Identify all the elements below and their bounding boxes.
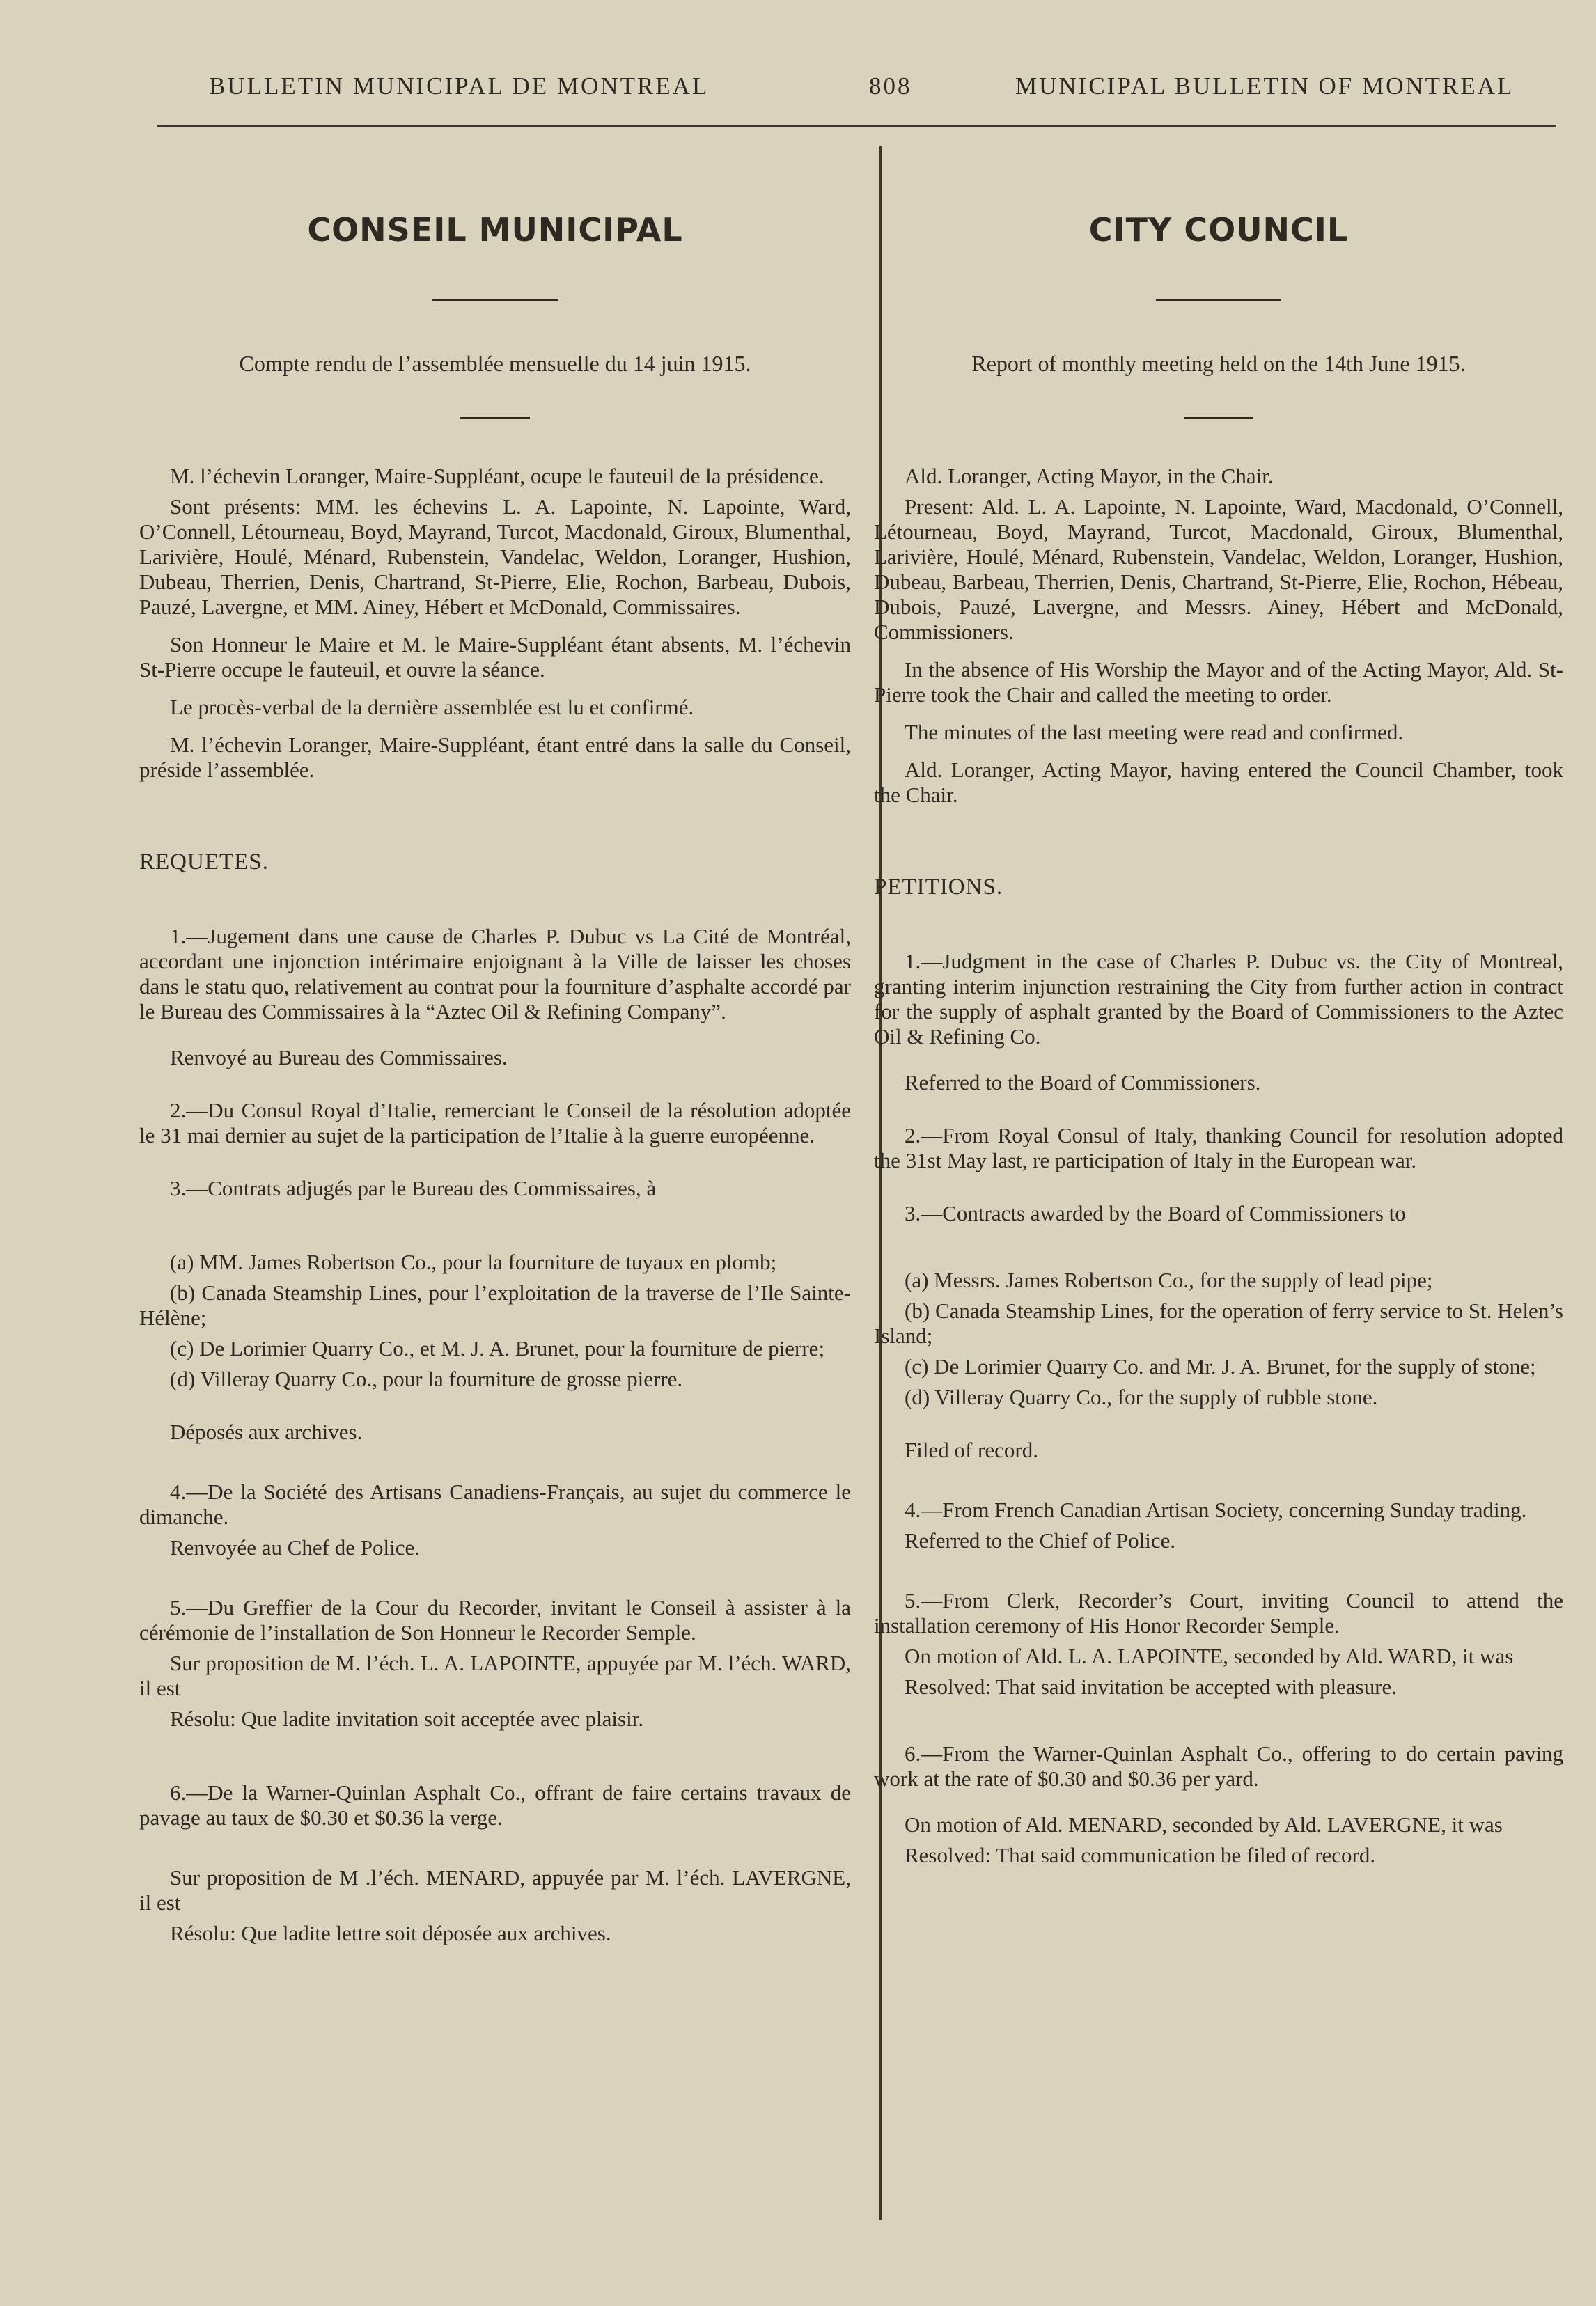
french-item-3: 3.—Contrats adjugés par le Bureau des Commissaires, à bbox=[170, 1176, 657, 1200]
english-report-line: Report of monthly meeting held on the 14th June 1915. bbox=[971, 351, 1466, 376]
english-column bbox=[874, 202, 1563, 1868]
french-item-3a: (a) MM. James Robertson Co., pour la fourniture de tuyaux en plomb; bbox=[170, 1250, 777, 1274]
english-item-2: 2.—From Royal Consul of Italy, thanking Council for resolution adopted the 31st May last, re participation of Italy in the European war. bbox=[874, 1123, 1563, 1172]
french-item-4-action: Renvoyée au Chef de Police. bbox=[170, 1535, 420, 1560]
english-absent-paragraph: In the absence of His Worship the Mayor and of the Acting Mayor, Ald. St-Pierre took the Chair and called the meeting to order. bbox=[874, 657, 1563, 707]
french-item-5-motion: Sur proposition de M. l’éch. L. A. LAPOINTE, appuyée par M. l’éch. WARD, il est bbox=[139, 1651, 851, 1700]
french-item-2: 2.—Du Consul Royal d’Italie, remerciant le Conseil de la résolution adoptée le 31 mai dernier au sujet de la participation de l’Italie à la guerre européenne. bbox=[139, 1098, 851, 1147]
french-item-1: 1.—Jugement dans une cause de Charles P. Dubuc vs La Cité de Montréal, accordant une injonction intérimaire enjoignant à la Ville de laisser les choses dans le statu quo, relativement au contrat pour la fourniture d’asphalte accordé par le Bureau des Commissaires à la “Aztec Oil & Refining Company”. bbox=[139, 924, 851, 1023]
english-item-6-resolved: Resolved: That said communication be filed of record. bbox=[905, 1843, 1376, 1867]
french-absent-paragraph: Son Honneur le Maire et M. le Maire-Suppléant étant absents, M. l’échevin St-Pierre occupe le fauteuil, et ouvre la séance. bbox=[139, 632, 851, 682]
french-column bbox=[139, 202, 851, 1946]
section-rule bbox=[1184, 417, 1253, 419]
french-chair-paragraph: M. l’échevin Loranger, Maire-Suppléant, ocupe le fauteuil de la présidence. bbox=[170, 464, 824, 488]
english-item-5-motion: On motion of Ald. L. A. LAPOINTE, seconded by Ald. WARD, it was bbox=[905, 1644, 1514, 1668]
english-item-3d: (d) Villeray Quarry Co., for the supply of rubble stone. bbox=[905, 1385, 1378, 1409]
english-item-3: 3.—Contracts awarded by the Board of Commissioners to bbox=[905, 1201, 1406, 1225]
french-report-line: Compte rendu de l’assemblée mensuelle du 14 juin 1915. bbox=[239, 351, 751, 376]
french-item-6-motion: Sur proposition de M .l’éch. MENARD, appuyée par M. l’éch. LAVERGNE, il est bbox=[139, 1865, 851, 1915]
english-item-6: 6.—From the Warner-Quinlan Asphalt Co., offering to do certain paving work at the rate of $0.30 and $0.36 per yard. bbox=[874, 1741, 1563, 1791]
french-item-6-resolved: Résolu: Que ladite lettre soit déposée aux archives. bbox=[170, 1921, 611, 1945]
french-item-5-resolved: Résolu: Que ladite invitation soit acceptée avec plaisir. bbox=[170, 1707, 644, 1731]
header-divider bbox=[157, 125, 1556, 127]
page-number: 808 bbox=[869, 72, 912, 100]
english-item-4: 4.—From French Canadian Artisan Society, concerning Sunday trading. bbox=[905, 1498, 1527, 1522]
english-entered-paragraph: Ald. Loranger, Acting Mayor, having entered the Council Chamber, took the Chair. bbox=[874, 758, 1563, 807]
french-section-heading: REQUETES. bbox=[139, 849, 269, 874]
english-item-1: 1.—Judgment in the case of Charles P. Dubuc vs. the City of Montreal, granting interim injunction restraining the City from further action in contract for the supply of asphalt granted by the Board of Commissioners to the Aztec Oil & Refining Co. bbox=[874, 949, 1563, 1049]
french-title: CONSEIL MUNICIPAL bbox=[307, 211, 683, 249]
english-minutes-paragraph: The minutes of the last meeting were read and confirmed. bbox=[905, 720, 1404, 744]
english-item-4-action: Referred to the Chief of Police. bbox=[905, 1528, 1176, 1553]
english-section-heading: PETITIONS. bbox=[874, 874, 1003, 900]
english-item-3b: (b) Canada Steamship Lines, for the operation of ferry service to St. Helen’s Island; bbox=[874, 1299, 1563, 1348]
english-chair-paragraph: Ald. Loranger, Acting Mayor, in the Chair. bbox=[905, 464, 1274, 488]
english-item-5: 5.—From Clerk, Recorder’s Court, inviting Council to attend the installation ceremony of His Honor Recorder Semple. bbox=[874, 1588, 1563, 1638]
french-item-3b: (b) Canada Steamship Lines, pour l’exploitation de la traverse de l’Ile Sainte-Hélène; bbox=[139, 1280, 851, 1330]
french-present-paragraph: Sont présents: MM. les échevins L. A. Lapointe, N. Lapointe, Ward, O’Connell, Létourneau, Boyd, Mayrand, Turcot, Macdonald, Giroux, Blumenthal, Larivière, Houlé, Ménard, Rubenstein, Vandelac, Weldon, Loranger, Hushion, Dubeau, Therrien, Denis, Chartrand, St-Pierre, Elie, Rochon, Barbeau, Dubois, Pauzé, Lavergne, et MM. Ainey, Hébert et McDonald, Commissaires. bbox=[139, 494, 851, 619]
french-item-3c: (c) De Lorimier Quarry Co., et M. J. A. Brunet, pour la fourniture de pierre; bbox=[170, 1336, 825, 1360]
french-item-3d: (d) Villeray Quarry Co., pour la fourniture de grosse pierre. bbox=[170, 1367, 683, 1391]
french-minutes-paragraph: Le procès-verbal de la dernière assemblée est lu et confirmé. bbox=[170, 695, 694, 719]
french-entered-paragraph: M. l’échevin Loranger, Maire-Suppléant, étant entré dans la salle du Conseil, préside l’assemblée. bbox=[139, 732, 851, 782]
english-item-3a: (a) Messrs. James Robertson Co., for the supply of lead pipe; bbox=[905, 1268, 1433, 1292]
english-item-3c: (c) De Lorimier Quarry Co. and Mr. J. A. Brunet, for the supply of stone; bbox=[905, 1354, 1536, 1379]
running-header-french: BULLETIN MUNICIPAL DE MONTREAL bbox=[209, 72, 710, 100]
french-item-3-action: Déposés aux archives. bbox=[170, 1420, 363, 1444]
title-rule bbox=[432, 299, 558, 301]
title-rule bbox=[1156, 299, 1281, 301]
french-item-6: 6.—De la Warner-Quinlan Asphalt Co., offrant de faire certains travaux de pavage au taux de $0.30 et $0.36 la verge. bbox=[139, 1780, 851, 1830]
french-item-4: 4.—De la Société des Artisans Canadiens-Français, au sujet du commerce le dimanche. bbox=[139, 1480, 851, 1529]
french-item-5: 5.—Du Greffier de la Cour du Recorder, invitant le Conseil à assister à la cérémonie de l’installation de Son Honneur le Recorder Semple. bbox=[139, 1595, 851, 1645]
english-item-5-resolved: Resolved: That said invitation be accepted with pleasure. bbox=[905, 1674, 1398, 1699]
english-item-3-action: Filed of record. bbox=[905, 1438, 1038, 1462]
english-present-paragraph: Present: Ald. L. A. Lapointe, N. Lapointe, Ward, Macdonald, O’Connell, Létourneau, Boyd, Mayrand, Turcot, Macdonald, Giroux, Blumenthal, Larivière, Houlé, Ménard, Rubenstein, Vandelac, Weldon, Loranger, Hushion, Dubeau, Barbeau, Therrien, Denis, Chartrand, St-Pierre, Elie, Rochon, Hébeau, Dubois, Pauzé, Lavergne, and Messrs. Ainey, Hébert and McDonald, Commissioners. bbox=[874, 494, 1563, 644]
running-header-english: MUNICIPAL BULLETIN OF MONTREAL bbox=[1015, 72, 1515, 100]
english-item-1-action: Referred to the Board of Commissioners. bbox=[905, 1070, 1261, 1095]
english-title: CITY COUNCIL bbox=[1088, 211, 1349, 249]
french-item-1-action: Renvoyé au Bureau des Commissaires. bbox=[170, 1045, 508, 1069]
section-rule bbox=[460, 417, 530, 419]
english-item-6-motion: On motion of Ald. MENARD, seconded by Ald. LAVERGNE, it was bbox=[905, 1812, 1503, 1837]
